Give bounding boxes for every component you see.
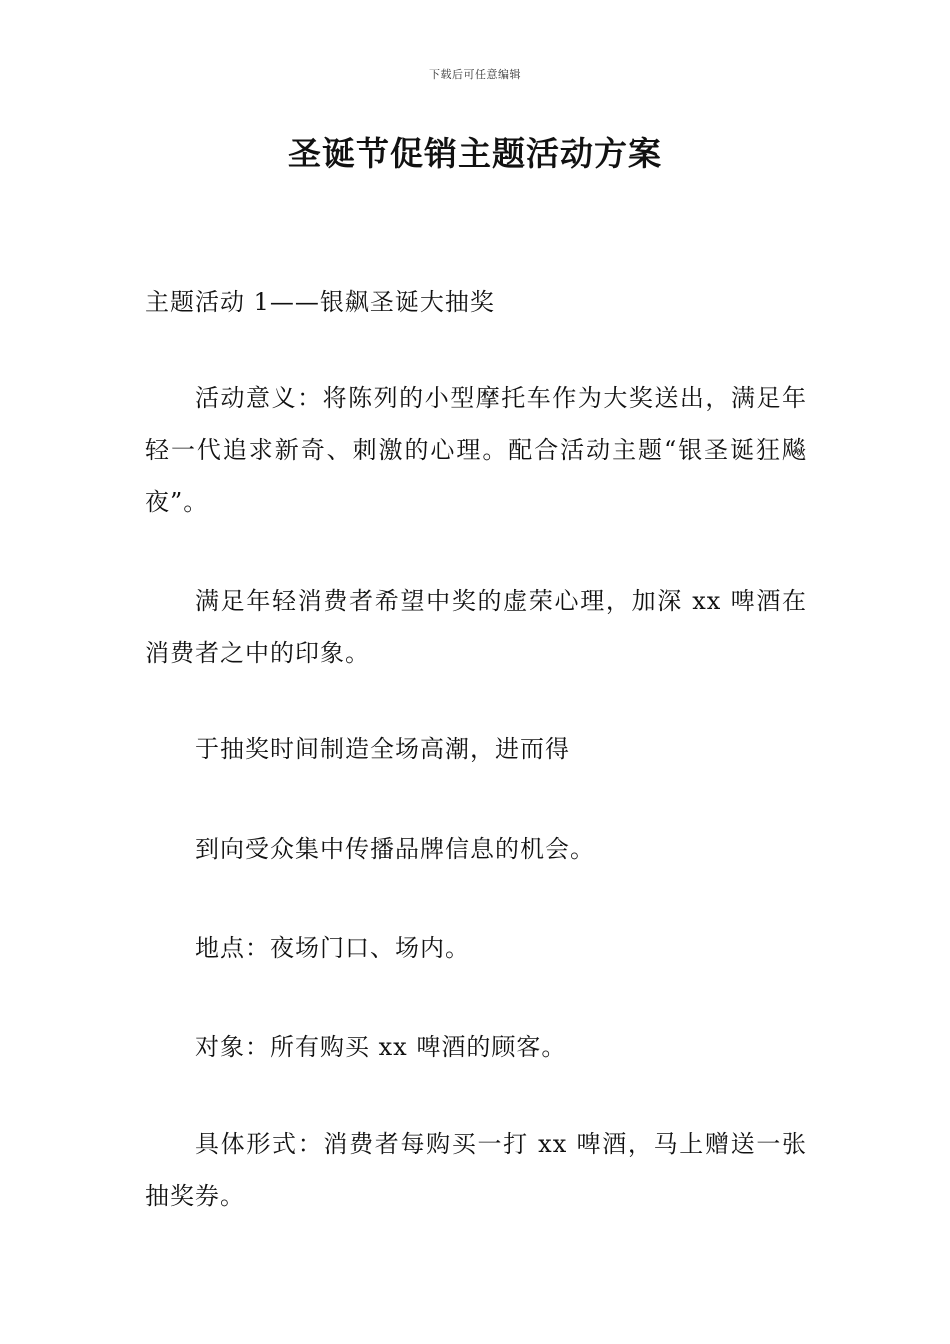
section-heading: 主题活动 1——银飙圣诞大抽奖 xyxy=(145,288,495,316)
header-note: 下载后可任意编辑 xyxy=(429,68,521,81)
paragraph-climax: 于抽奖时间制造全场高潮，进而得 xyxy=(195,735,570,763)
paragraph-consumer-impression: 满足年轻消费者希望中奖的虚荣心理，加深 xx 啤酒在消费者之中的印象。 xyxy=(145,587,807,667)
paragraph-audience: 对象：所有购买 xx 啤酒的顾客。 xyxy=(195,1033,567,1061)
paragraph-format: 具体形式：消费者每购买一打 xx 啤酒，马上赠送一张抽奖券。 xyxy=(145,1130,807,1210)
document-title: 圣诞节促销主题活动方案 xyxy=(288,134,662,173)
paragraph-activity-meaning: 活动意义：将陈列的小型摩托车作为大奖送出，满足年轻一代追求新奇、刺激的心理。配合活动主题“银圣诞狂飚夜”。 xyxy=(145,384,807,516)
paragraph-brand-message: 到向受众集中传播品牌信息的机会。 xyxy=(195,835,595,863)
paragraph-location: 地点：夜场门口、场内。 xyxy=(195,934,470,962)
